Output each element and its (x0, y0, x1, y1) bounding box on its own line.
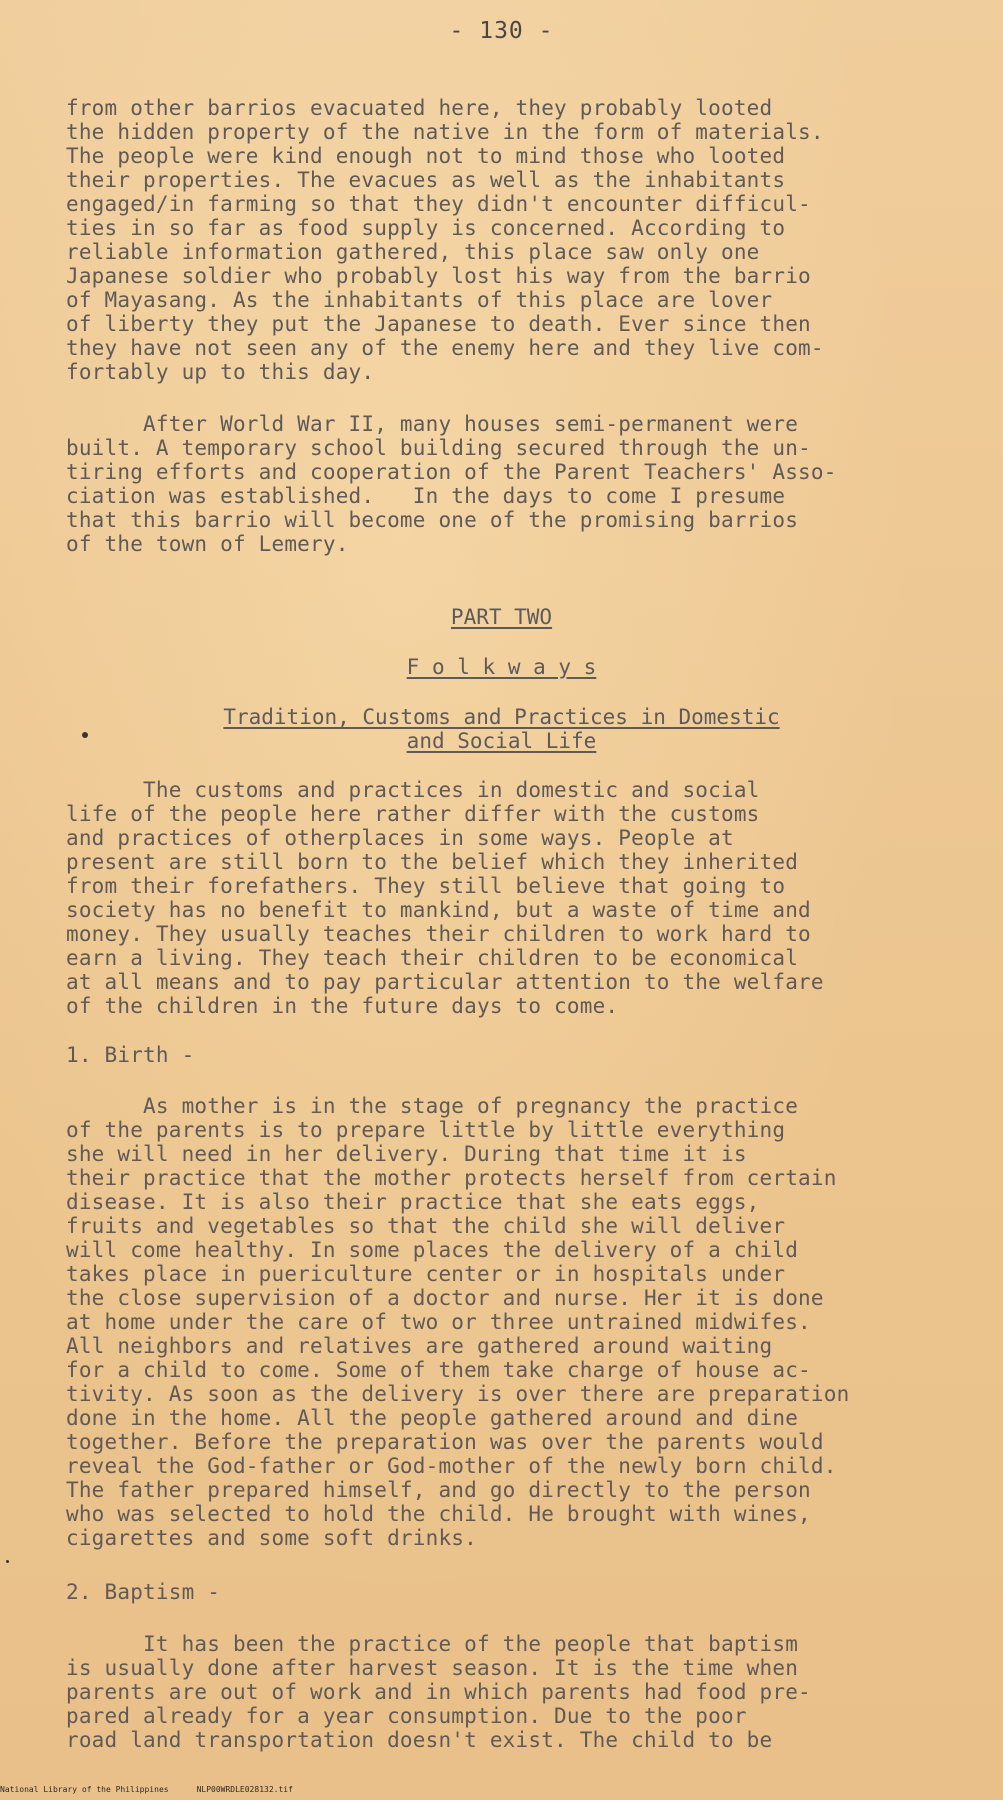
text-line: and practices of otherplaces in some ways. People at (66, 826, 734, 850)
text-line: The father prepared himself, and go directly to the person (66, 1478, 811, 1502)
text-line: It has been the practice of the people that baptism (66, 1632, 799, 1656)
text-line: reveal the God-father or God-mother of the newly born child. (66, 1454, 837, 1478)
text-line: they have not seen any of the enemy here and they live com- (66, 336, 824, 360)
text-line: for a child to come. Some of them take charge of house ac- (66, 1358, 811, 1382)
text-line: takes place in puericulture center or in hospitals under (66, 1262, 786, 1286)
text-line: ties in so far as food supply is concerned. According to (66, 216, 786, 240)
text-line: at all means and to pay particular attention to the welfare (66, 970, 824, 994)
text-line: the close supervision of a doctor and nurse. Her it is done (66, 1286, 824, 1310)
text-line: parents are out of work and in which parents had food pre- (66, 1680, 811, 1704)
tradition-heading-text: Tradition, Customs and Practices in Domestic (223, 705, 780, 729)
text-line: at home under the care of two or three untrained midwifes. (66, 1310, 811, 1334)
text-line: is usually done after harvest season. It is the time when (66, 1656, 799, 1680)
text-line: tivity. As soon as the delivery is over there are preparation (66, 1382, 850, 1406)
text-line: who was selected to hold the child. He brought with wines, (66, 1502, 811, 1526)
text-line: she will need in her delivery. During that time it is (66, 1142, 747, 1166)
page-number: - 130 - (449, 18, 554, 44)
text-line: reliable information gathered, this place saw only one (66, 240, 760, 264)
text-line: All neighbors and relatives are gathered around waiting (66, 1334, 773, 1358)
library-name: National Library of the Philippines (0, 1785, 169, 1794)
text-line: their properties. The evacues as well as the inhabitants (66, 168, 786, 192)
text-line: built. A temporary school building secured through the un- (66, 436, 811, 460)
text-line: present are still born to the belief which they inherited (66, 850, 799, 874)
text-line: their practice that the mother protects herself from certain (66, 1166, 837, 1190)
text-line: disease. It is also their practice that she eats eggs, (66, 1190, 760, 1214)
text-line: will come healthy. In some places the delivery of a child (66, 1238, 799, 1262)
text-line: engaged/in farming so that they didn't encounter difficul- (66, 192, 811, 216)
text-line: fortably up to this day. (66, 360, 375, 384)
tradition-heading-text-2: and Social Life (406, 729, 597, 753)
part-heading-text: PART TWO (450, 605, 553, 629)
text-line: of Mayasang. As the inhabitants of this place are lover (66, 288, 773, 312)
text-line: fruits and vegetables so that the child she will deliver (66, 1214, 786, 1238)
text-line: that this barrio will become one of the promising barrios (66, 508, 799, 532)
text-line: As mother is in the stage of pregnancy the practice (66, 1094, 799, 1118)
text-line: pared already for a year consumption. Due to the poor (66, 1704, 747, 1728)
text-line: The people were kind enough not to mind those who looted (66, 144, 786, 168)
text-line: of the parents is to prepare little by little everything (66, 1118, 786, 1142)
scan-footer (0, 1785, 321, 1795)
text-line: from their forefathers. They still believe that going to (66, 874, 786, 898)
tradition-heading (0, 705, 1003, 729)
text-line: road land transportation doesn't exist. The child to be (66, 1728, 773, 1752)
text-line: of the town of Lemery. (66, 532, 349, 556)
file-id: NLP00WRDLE028132.tif (196, 1785, 293, 1794)
folkways-heading-text: F o l k w a y s (406, 655, 597, 679)
text-line: the hidden property of the native in the form of materials. (66, 120, 824, 144)
text-line: ciation was established. In the days to come I presume (66, 484, 786, 508)
text-line: of liberty they put the Japanese to death. Ever since then (66, 312, 811, 336)
text-line: done in the home. All the people gathered around and dine (66, 1406, 799, 1430)
section-birth-heading: 1. Birth - (66, 1043, 195, 1067)
text-line: together. Before the preparation was over the parents would (66, 1430, 824, 1454)
text-line: Japanese soldier who probably lost his way from the barrio (66, 264, 811, 288)
ink-speck (6, 1560, 9, 1563)
text-line: of the children in the future days to come. (66, 994, 619, 1018)
text-line: earn a living. They teach their children to be economical (66, 946, 799, 970)
text-line: from other barrios evacuated here, they probably looted (66, 96, 773, 120)
text-line: cigarettes and some soft drinks. (66, 1526, 477, 1550)
section-baptism-heading: 2. Baptism - (66, 1580, 221, 1604)
text-line: life of the people here rather differ with the customs (66, 802, 760, 826)
text-line: The customs and practices in domestic and social (66, 778, 760, 802)
text-line: After World War II, many houses semi-permanent were (66, 412, 799, 436)
ink-dot (82, 732, 88, 738)
tradition-heading-continued (0, 729, 1003, 753)
part-heading (0, 605, 1003, 629)
text-line: money. They usually teaches their children to work hard to (66, 922, 811, 946)
folkways-heading (0, 655, 1003, 679)
text-line: society has no benefit to mankind, but a waste of time and (66, 898, 811, 922)
text-line: tiring efforts and cooperation of the Parent Teachers' Asso- (66, 460, 837, 484)
